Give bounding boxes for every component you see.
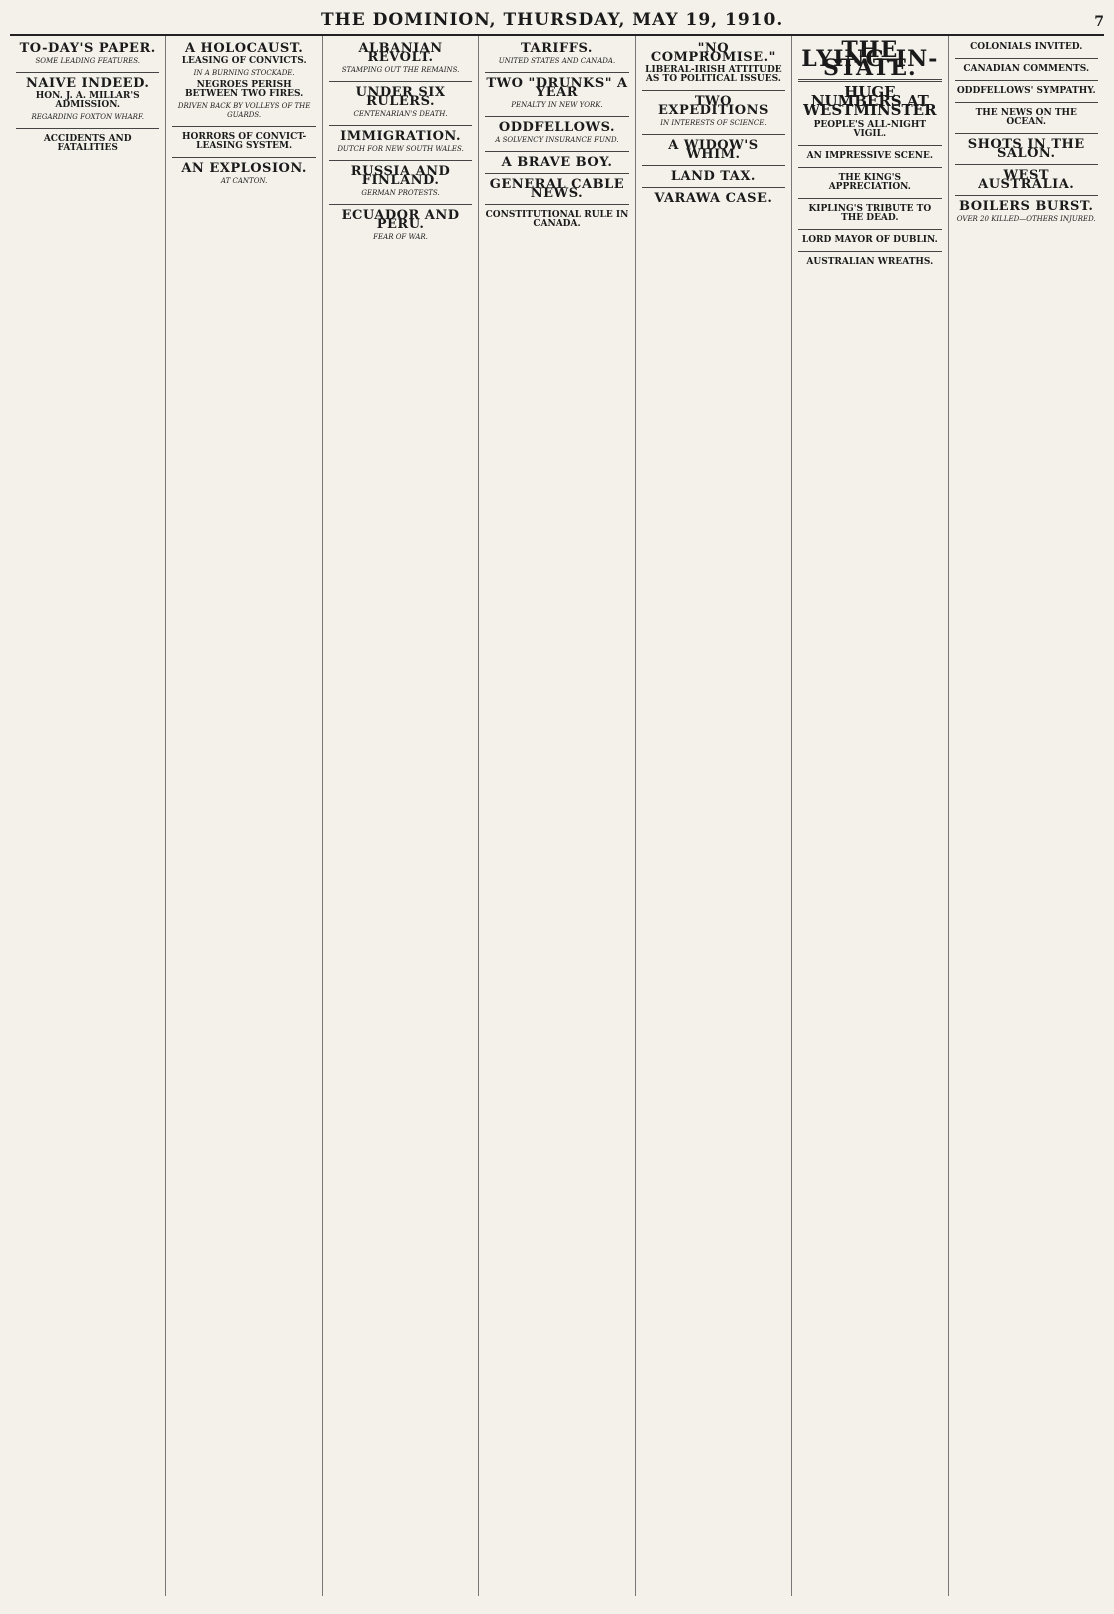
headline: UNDER SIX RULERS. <box>355 85 446 109</box>
subhead: PEOPLE'S ALL-NIGHT VIGIL. <box>813 120 927 139</box>
subhead: HON. J. A. MILLAR'S ADMISSION. <box>35 91 140 110</box>
headline: AN EXPLOSION. <box>181 161 307 176</box>
masthead-title: THE DOMINION, THURSDAY, MAY 19, 1910. <box>321 10 784 30</box>
headline: TWO EXPEDITIONS <box>657 94 769 118</box>
headline: RUSSIA AND FINLAND. <box>350 164 451 188</box>
subhead: CONSTITUTIONAL RULE IN CANADA. <box>485 210 629 229</box>
subhead: OVER 20 KILLED—OTHERS INJURED. <box>956 215 1096 223</box>
subhead: LORD MAYOR OF DUBLIN. <box>801 235 938 245</box>
headline: "NO COMPROMISE." <box>650 41 776 65</box>
headline: GENERAL CABLE NEWS. <box>489 177 625 201</box>
subhead: THE KING'S APPRECIATION. <box>828 173 911 192</box>
headline: TARIFFS. <box>521 41 593 56</box>
subhead: FEAR OF WAR. <box>373 233 428 241</box>
headline: A WIDOW'S WHIM. <box>668 138 759 162</box>
subhead: REGARDING FOXTON WHARF. <box>31 113 144 121</box>
headline: COLONIALS INVITED. <box>970 42 1083 52</box>
subhead: LIBERAL-IRISH ATTITUDE AS TO POLITICAL ISSUES. <box>645 65 782 84</box>
column-1 <box>10 36 166 1596</box>
headline: ODDFELLOWS' SYMPATHY. <box>956 86 1096 96</box>
column-4 <box>479 36 635 1596</box>
headline: WEST AUSTRALIA. <box>978 168 1075 192</box>
subhead: DRIVEN BACK BY VOLLEYS OF THE GUARDS. <box>177 102 311 119</box>
headline: CANADIAN COMMENTS. <box>963 64 1090 74</box>
subhead: AT CANTON. <box>220 177 268 185</box>
column-6 <box>792 36 948 1596</box>
subhead: A SOLVENCY INSURANCE FUND. <box>495 136 619 144</box>
subhead: PENALTY IN NEW YORK. <box>511 101 603 109</box>
headline: TO-DAY'S PAPER. <box>19 41 156 56</box>
subhead: UNITED STATES AND CANADA. <box>498 57 616 65</box>
page-number: 7 <box>1094 14 1104 30</box>
headline: ALBANIAN REVOLT. <box>358 41 443 65</box>
headline: LAND TAX. <box>670 169 756 184</box>
headline: THE NEWS ON THE OCEAN. <box>975 108 1077 127</box>
headline: NAIVE INDEED. <box>25 76 150 91</box>
headline: A HOLOCAUST. <box>184 41 304 56</box>
headline: SHOTS IN THE SALON. <box>967 137 1085 161</box>
headline: TWO "DRUNKS" A YEAR <box>486 76 628 100</box>
subhead: IN INTERESTS OF SCIENCE. <box>660 119 767 127</box>
headline-main: THE LYING-IN-STATE. <box>801 37 939 81</box>
headline: BOILERS BURST. <box>959 199 1094 214</box>
headline: ACCIDENTS AND FATALITIES <box>43 134 132 153</box>
subhead: STAMPING OUT THE REMAINS. <box>341 66 460 74</box>
newspaper-page <box>10 8 1104 1598</box>
column-5 <box>636 36 792 1596</box>
headline: VARAWA CASE. <box>654 191 773 206</box>
subhead: GERMAN PROTESTS. <box>361 189 440 197</box>
headline: HUGE NUMBERS AT WESTMINSTER <box>803 83 937 119</box>
subhead: IN A BURNING STOCKADE. <box>193 69 295 77</box>
column-3 <box>323 36 479 1596</box>
subhead: CENTENARIAN'S DEATH. <box>353 110 448 118</box>
subhead: AUSTRALIAN WREATHS. <box>806 257 934 267</box>
subhead: NEGROES PERISH BETWEEN TWO FIRES. <box>184 80 304 99</box>
headline: ECUADOR AND PERU. <box>341 208 460 232</box>
headline: ODDFELLOWS. <box>498 120 616 135</box>
column-7 <box>949 36 1104 1596</box>
subhead: SOME LEADING FEATURES. <box>35 57 140 65</box>
headline: IMMIGRATION. <box>340 129 461 144</box>
subhead: HORRORS OF CONVICT-LEASING SYSTEM. <box>182 132 307 151</box>
headline: A BRAVE BOY. <box>501 155 613 170</box>
subhead: DUTCH FOR NEW SOUTH WALES. <box>337 145 464 153</box>
subhead: KIPLING'S TRIBUTE TO THE DEAD. <box>808 204 932 223</box>
subhead: AN IMPRESSIVE SCENE. <box>806 151 933 161</box>
column-2 <box>166 36 322 1596</box>
subhead: LEASING OF CONVICTS. <box>181 56 307 66</box>
masthead <box>10 8 1104 36</box>
